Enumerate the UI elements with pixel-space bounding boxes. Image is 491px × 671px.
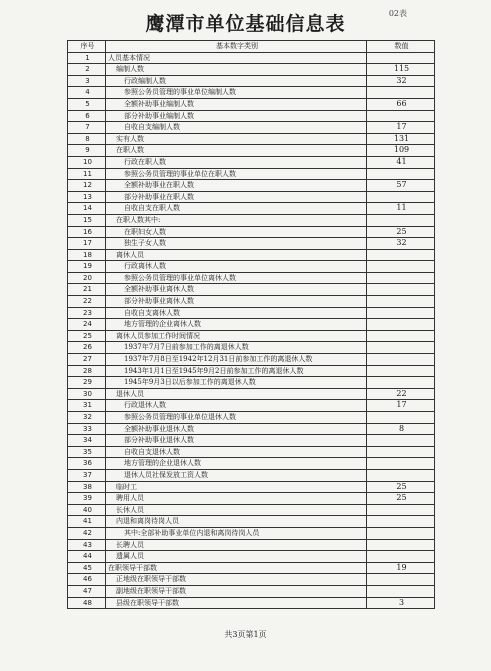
row-category-label: 参照公务员管理的事业单位离休人数 — [106, 272, 367, 284]
row-index: 5 — [68, 98, 106, 110]
table-row — [68, 238, 435, 250]
row-category-label: 编制人数 — [106, 64, 367, 76]
row-category-label: 部分补助事业离休人数 — [106, 296, 367, 308]
row-value: 66 — [367, 98, 435, 110]
table-row — [68, 330, 435, 342]
row-index: 11 — [68, 168, 106, 180]
row-index: 10 — [68, 156, 106, 168]
row-category-label: 自收自支退休人数 — [106, 446, 367, 458]
table-row — [68, 168, 435, 180]
row-index: 32 — [68, 412, 106, 424]
table-row — [68, 400, 435, 412]
column-header-category: 基本数字类别 — [106, 41, 367, 53]
table-row — [68, 64, 435, 76]
row-category-label: 退休人员 — [106, 388, 367, 400]
row-index: 44 — [68, 551, 106, 563]
row-category-label: 1945年9月3日以后参加工作的离退休人数 — [106, 377, 367, 389]
row-category-label: 临时工 — [106, 481, 367, 493]
row-value: 3 — [367, 597, 435, 609]
row-category-label: 在职妇女人数 — [106, 226, 367, 238]
row-value — [367, 469, 435, 481]
table-row — [68, 469, 435, 481]
info-table — [67, 40, 435, 609]
row-index: 41 — [68, 516, 106, 528]
table-row — [68, 156, 435, 168]
row-value — [367, 249, 435, 261]
row-value: 17 — [367, 400, 435, 412]
page-number: 共3页第1页 — [224, 630, 267, 639]
row-index: 20 — [68, 272, 106, 284]
table-row — [68, 516, 435, 528]
row-index: 42 — [68, 527, 106, 539]
row-value: 57 — [367, 180, 435, 192]
row-category-label: 地方管理的企业离休人数 — [106, 319, 367, 331]
row-category-label: 退休人员社保发放工资人数 — [106, 469, 367, 481]
table-row — [68, 145, 435, 157]
row-value: 22 — [367, 388, 435, 400]
row-category-label: 1943年1月1日至1945年9月2日前参加工作的离退休人数 — [106, 365, 367, 377]
row-category-label: 副地级在职领导干部数 — [106, 585, 367, 597]
table-row — [68, 249, 435, 261]
row-category-label: 聘用人员 — [106, 493, 367, 505]
row-value — [367, 214, 435, 226]
row-value — [367, 574, 435, 586]
row-category-label: 离休人员 — [106, 249, 367, 261]
row-value — [367, 377, 435, 389]
row-index: 2 — [68, 64, 106, 76]
table-row — [68, 180, 435, 192]
row-value — [367, 585, 435, 597]
table-row — [68, 284, 435, 296]
row-index: 30 — [68, 388, 106, 400]
row-value — [367, 191, 435, 203]
row-category-label: 自收自支编制人数 — [106, 122, 367, 134]
row-value — [367, 284, 435, 296]
row-index: 35 — [68, 446, 106, 458]
row-value — [367, 168, 435, 180]
table-body — [68, 52, 435, 609]
table-row — [68, 307, 435, 319]
table-row — [68, 504, 435, 516]
row-category-label: 部分补助事业退休人数 — [106, 435, 367, 447]
row-category-label: 内退和离岗待岗人员 — [106, 516, 367, 528]
table-row — [68, 423, 435, 435]
row-value — [367, 458, 435, 470]
row-value — [367, 307, 435, 319]
row-index: 12 — [68, 180, 106, 192]
table-row — [68, 342, 435, 354]
row-index: 3 — [68, 75, 106, 87]
table-row — [68, 87, 435, 99]
row-index: 26 — [68, 342, 106, 354]
row-category-label: 在职人数其中: — [106, 214, 367, 226]
row-index: 46 — [68, 574, 106, 586]
page-title: 鹰潭市单位基础信息表 — [145, 13, 346, 35]
row-category-label: 其中:全部补助事业单位内退和离岗待岗人员 — [106, 527, 367, 539]
row-value: 32 — [367, 238, 435, 250]
row-index: 25 — [68, 330, 106, 342]
row-index: 19 — [68, 261, 106, 273]
table-row — [68, 122, 435, 134]
row-category-label: 全额补助事业编制人数 — [106, 98, 367, 110]
row-value — [367, 446, 435, 458]
row-index: 28 — [68, 365, 106, 377]
table-row — [68, 377, 435, 389]
row-category-label: 行政编制人数 — [106, 75, 367, 87]
row-index: 37 — [68, 469, 106, 481]
table-header-row — [68, 41, 435, 53]
table-row — [68, 203, 435, 215]
table-row — [68, 365, 435, 377]
row-index: 15 — [68, 214, 106, 226]
row-value: 32 — [367, 75, 435, 87]
row-value — [367, 330, 435, 342]
row-value — [367, 87, 435, 99]
table-row — [68, 435, 435, 447]
table-row — [68, 388, 435, 400]
row-value — [367, 296, 435, 308]
row-value: 25 — [367, 481, 435, 493]
row-value: 11 — [367, 203, 435, 215]
row-value: 17 — [367, 122, 435, 134]
row-value: 41 — [367, 156, 435, 168]
table-row — [68, 319, 435, 331]
row-index: 33 — [68, 423, 106, 435]
column-header-value: 数值 — [367, 41, 435, 53]
row-index: 48 — [68, 597, 106, 609]
row-value — [367, 365, 435, 377]
table-row — [68, 75, 435, 87]
row-value: 19 — [367, 562, 435, 574]
table-row — [68, 527, 435, 539]
row-value — [367, 52, 435, 64]
column-header-index: 序号 — [68, 41, 106, 53]
row-index: 14 — [68, 203, 106, 215]
table-row — [68, 98, 435, 110]
row-index: 31 — [68, 400, 106, 412]
table-row — [68, 551, 435, 563]
row-index: 39 — [68, 493, 106, 505]
row-category-label: 行政离休人数 — [106, 261, 367, 273]
row-index: 21 — [68, 284, 106, 296]
row-category-label: 独生子女人数 — [106, 238, 367, 250]
row-category-label: 参照公务员管理的事业单位在职人数 — [106, 168, 367, 180]
row-value — [367, 342, 435, 354]
row-index: 7 — [68, 122, 106, 134]
row-category-label: 在职领导干部数 — [106, 562, 367, 574]
row-category-label: 遗属人员 — [106, 551, 367, 563]
row-index: 1 — [68, 52, 106, 64]
table-row — [68, 493, 435, 505]
row-value — [367, 504, 435, 516]
row-category-label: 参照公务员管理的事业单位编制人数 — [106, 87, 367, 99]
row-index: 29 — [68, 377, 106, 389]
table-row — [68, 52, 435, 64]
row-value: 109 — [367, 145, 435, 157]
row-index: 13 — [68, 191, 106, 203]
row-category-label: 县级在职领导干部数 — [106, 597, 367, 609]
row-category-label: 1937年7月8日至1942年12月31日前参加工作的离退休人数 — [106, 354, 367, 366]
row-category-label: 长休人员 — [106, 504, 367, 516]
row-index: 23 — [68, 307, 106, 319]
table-row — [68, 214, 435, 226]
table-row — [68, 191, 435, 203]
row-index: 18 — [68, 249, 106, 261]
row-value — [367, 551, 435, 563]
row-category-label: 部分补助事业在职人数 — [106, 191, 367, 203]
row-index: 8 — [68, 133, 106, 145]
row-category-label: 行政退休人数 — [106, 400, 367, 412]
row-category-label: 地方管理的企业退休人数 — [106, 458, 367, 470]
row-category-label: 部分补助事业编制人数 — [106, 110, 367, 122]
row-value — [367, 412, 435, 424]
row-index: 6 — [68, 110, 106, 122]
table-row — [68, 539, 435, 551]
table-row — [68, 597, 435, 609]
row-value: 8 — [367, 423, 435, 435]
row-category-label: 正地级在职领导干部数 — [106, 574, 367, 586]
row-index: 34 — [68, 435, 106, 447]
row-value: 115 — [367, 64, 435, 76]
row-category-label: 在职人数 — [106, 145, 367, 157]
table-row — [68, 585, 435, 597]
row-category-label: 全额补助事业退休人数 — [106, 423, 367, 435]
row-index: 22 — [68, 296, 106, 308]
row-category-label: 自收自支在职人数 — [106, 203, 367, 215]
row-index: 36 — [68, 458, 106, 470]
row-category-label: 参照公务员管理的事业单位退休人数 — [106, 412, 367, 424]
row-index: 4 — [68, 87, 106, 99]
row-index: 27 — [68, 354, 106, 366]
row-value — [367, 435, 435, 447]
row-category-label: 人员基本情况 — [106, 52, 367, 64]
table-row — [68, 133, 435, 145]
row-category-label: 1937年7月7日前参加工作的离退休人数 — [106, 342, 367, 354]
table-row — [68, 354, 435, 366]
table-row — [68, 110, 435, 122]
row-value: 131 — [367, 133, 435, 145]
row-category-label: 全额补助事业离休人数 — [106, 284, 367, 296]
table-row — [68, 481, 435, 493]
row-index: 40 — [68, 504, 106, 516]
row-value: 25 — [367, 493, 435, 505]
row-index: 38 — [68, 481, 106, 493]
row-value — [367, 110, 435, 122]
table-row — [68, 261, 435, 273]
row-value — [367, 272, 435, 284]
form-code: 02表 — [388, 9, 407, 18]
row-value: 25 — [367, 226, 435, 238]
row-category-label: 实有人数 — [106, 133, 367, 145]
row-category-label: 行政在职人数 — [106, 156, 367, 168]
row-value — [367, 354, 435, 366]
row-index: 47 — [68, 585, 106, 597]
table-row — [68, 272, 435, 284]
row-index: 17 — [68, 238, 106, 250]
row-value — [367, 261, 435, 273]
row-value — [367, 539, 435, 551]
row-value — [367, 516, 435, 528]
row-index: 16 — [68, 226, 106, 238]
row-index: 24 — [68, 319, 106, 331]
row-value — [367, 319, 435, 331]
table-row — [68, 574, 435, 586]
table-row — [68, 226, 435, 238]
row-category-label: 全额补助事业在职人数 — [106, 180, 367, 192]
row-category-label: 离休人员参加工作时间情况 — [106, 330, 367, 342]
table-row — [68, 296, 435, 308]
row-value — [367, 527, 435, 539]
table-row — [68, 458, 435, 470]
row-index: 9 — [68, 145, 106, 157]
row-index: 43 — [68, 539, 106, 551]
table-row — [68, 562, 435, 574]
row-category-label: 长聘人员 — [106, 539, 367, 551]
row-category-label: 自收自支离休人数 — [106, 307, 367, 319]
table-row — [68, 412, 435, 424]
row-index: 45 — [68, 562, 106, 574]
table-row — [68, 446, 435, 458]
